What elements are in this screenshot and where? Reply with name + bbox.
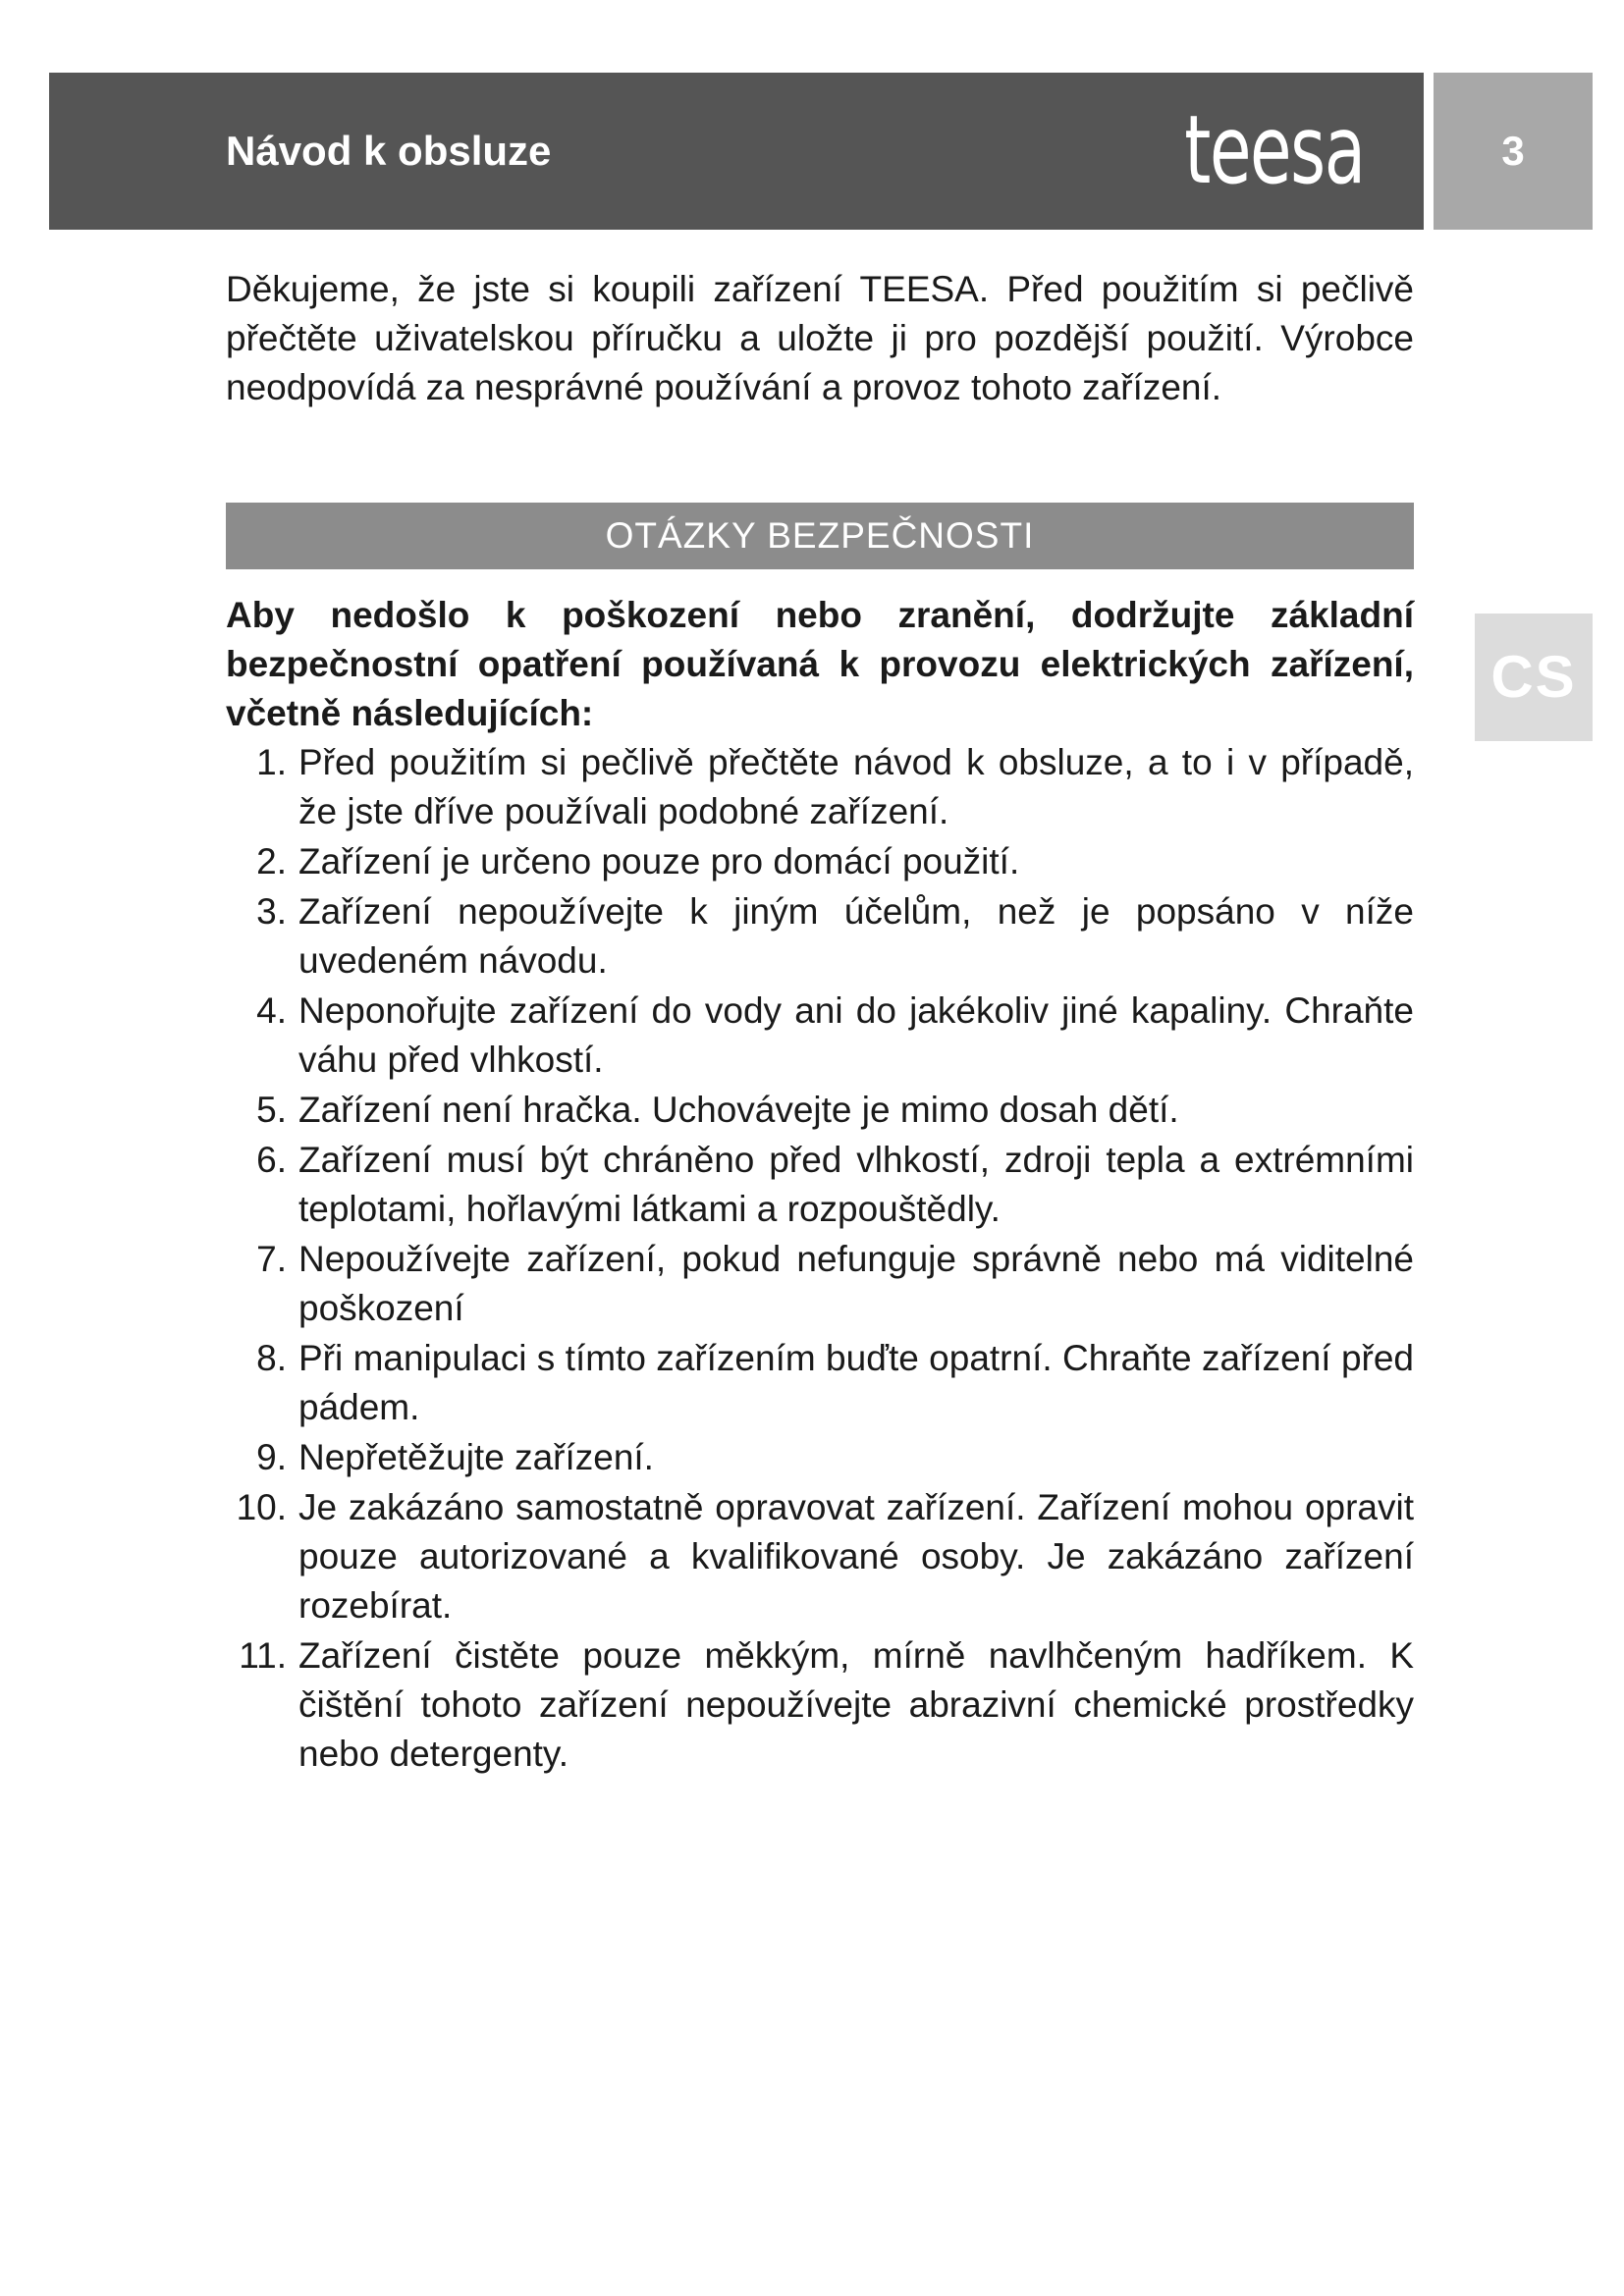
list-item-number: 5. — [256, 1090, 287, 1130]
list-item — [226, 1235, 1414, 1333]
list-item-number: 3. — [256, 891, 287, 932]
teesa-logo: teesa — [1184, 95, 1365, 205]
intro-paragraph: Děkujeme, že jste si koupili zařízení TEESA. Před použitím si pečlivě přečtěte uživatelskou příručku a uložte ji pro pozdější použití. Výrobce neodpovídá za nesprávné používání a provoz tohoto zařízení. — [226, 269, 1414, 407]
language-tab — [1475, 614, 1593, 741]
list-item-number: 6. — [256, 1140, 287, 1180]
safety-lead-paragraph: Aby nedošlo k poškození nebo zranění, dodržujte základní bezpečnostní opatření používaná k provozu elektrických zařízení, včetně následujících: — [226, 595, 1414, 733]
list-item-text: Nepřetěžujte zařízení. — [298, 1437, 654, 1477]
page-number: 3 — [1501, 128, 1525, 174]
document-title: Návod k obsluze — [226, 128, 552, 174]
list-item-text: Zařízení není hračka. Uchovávejte je mimo dosah dětí. — [298, 1090, 1179, 1130]
list-item-number: 8. — [256, 1338, 287, 1378]
safety-rules-list — [226, 738, 1414, 1779]
list-item — [226, 1631, 1414, 1779]
list-item-text: Zařízení čistěte pouze měkkým, mírně navlhčeným hadříkem. K čištění tohoto zařízení nepoužívejte abrazivní chemické prostředky nebo detergenty. — [298, 1635, 1414, 1774]
list-item-text: Neponořujte zařízení do vody ani do jakékoliv jiné kapaliny. Chraňte váhu před vlhkostí. — [298, 990, 1414, 1080]
language-code: CS — [1490, 644, 1577, 710]
list-item-number: 11. — [239, 1635, 287, 1676]
section-heading-safety: OTÁZKY BEZPEČNOSTI — [226, 503, 1414, 569]
list-item-text: Před použitím si pečlivě přečtěte návod k obsluze, a to i v případě, že jste dříve používali podobné zařízení. — [298, 742, 1414, 831]
list-item-number: 4. — [256, 990, 287, 1031]
list-item — [226, 987, 1414, 1085]
list-item-number: 1. — [256, 742, 287, 782]
page-number-box — [1434, 73, 1593, 230]
list-item-number: 2. — [256, 841, 287, 881]
list-item — [226, 1483, 1414, 1630]
list-item — [226, 738, 1414, 836]
list-item — [226, 887, 1414, 986]
list-item-number: 7. — [256, 1239, 287, 1279]
list-item-number: 10. — [236, 1487, 287, 1527]
list-item — [226, 837, 1414, 886]
list-item-text: Je zakázáno samostatně opravovat zařízení. Zařízení mohou opravit pouze autorizované a kvalifikované osoby. Je zakázáno zařízení rozebírat. — [298, 1487, 1414, 1626]
page-content — [226, 265, 1414, 1779]
list-item-text: Zařízení nepoužívejte k jiným účelům, než je popsáno v níže uvedeném návodu. — [298, 891, 1414, 981]
list-item-text: Zařízení musí být chráněno před vlhkostí, zdroji tepla a extrémními teplotami, hořlavými látkami a rozpouštědly. — [298, 1140, 1414, 1229]
list-item-number: 9. — [256, 1437, 287, 1477]
list-item — [226, 1136, 1414, 1234]
list-item — [226, 1433, 1414, 1482]
list-item — [226, 1086, 1414, 1135]
list-item-text: Nepoužívejte zařízení, pokud nefunguje správně nebo má viditelné poškození — [298, 1239, 1414, 1328]
list-item-text: Zařízení je určeno pouze pro domácí použití. — [298, 841, 1020, 881]
list-item — [226, 1334, 1414, 1432]
list-item-text: Při manipulaci s tímto zařízením buďte opatrní. Chraňte zařízení před pádem. — [298, 1338, 1414, 1427]
page-header — [49, 73, 1424, 230]
